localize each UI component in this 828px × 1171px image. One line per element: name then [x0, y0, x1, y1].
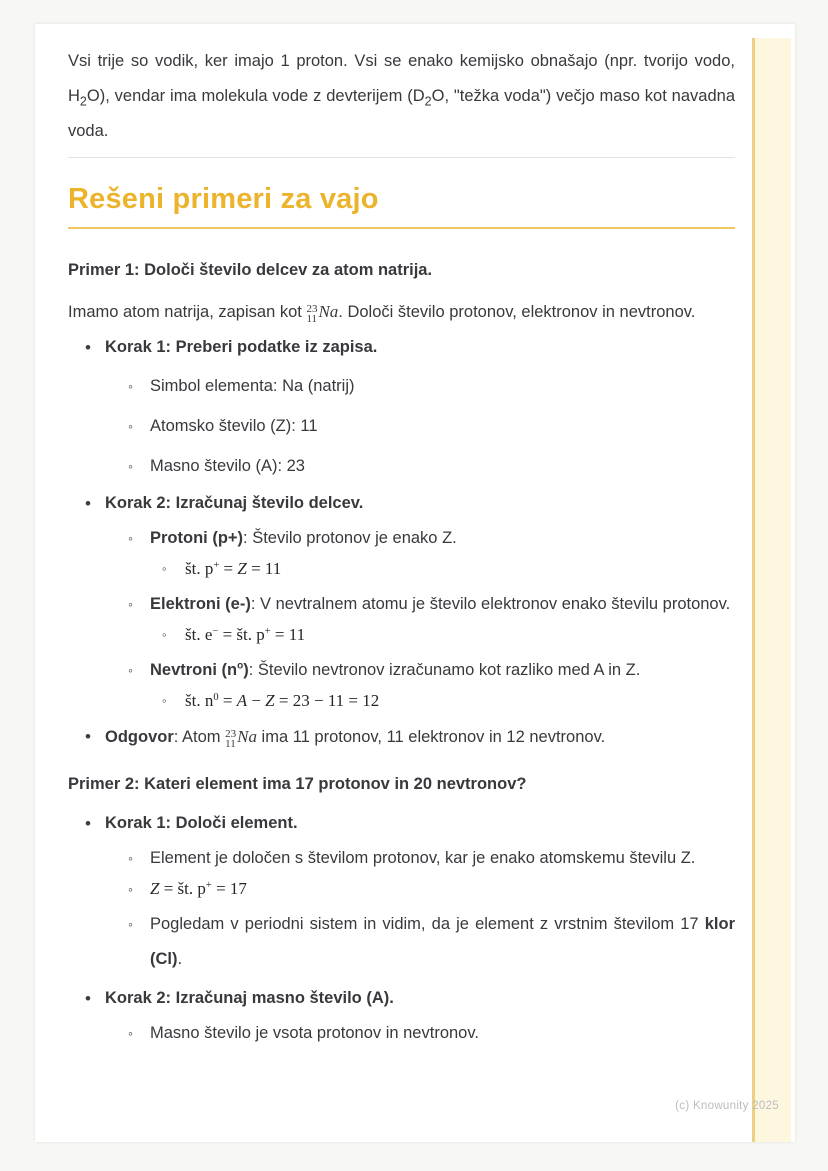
list-item [68, 907, 735, 977]
elektroni-label: Elektroni (e-) [150, 595, 251, 613]
copyright-watermark: (c) Knowunity 2025 [675, 1100, 779, 1112]
protoni-label: Protoni (p+) [150, 529, 244, 547]
math-variable: Z [265, 691, 275, 710]
mass-number: 23 [306, 303, 318, 315]
math-variable: Z [237, 559, 247, 578]
intro-text: Vsi trije so vodik, ker imajo 1 proton. Vsi se enako kemijsko obnašajo (npr. tvorijo vodo, H [68, 52, 735, 105]
math-text: = 11 [246, 559, 282, 578]
math-line-nevtroni [68, 688, 735, 717]
math-text: št. p [185, 559, 214, 578]
simbol-elementa-item: Simbol elementa: Na (natrij) [150, 377, 355, 395]
nevtroni-label: Nevtroni (n [150, 661, 238, 679]
math-line-z [68, 876, 735, 905]
primer1-heading: Primer 1: Določi število delcev za atom natrija. [68, 261, 433, 279]
circle-bullet-icon: ◦ [128, 458, 133, 474]
circle-bullet-icon: ◦ [128, 378, 133, 394]
math-variable: A [236, 691, 248, 710]
circle-bullet-icon: ◦ [128, 881, 133, 897]
nuclide-numbers [306, 304, 317, 324]
page-accent-strip [752, 38, 791, 1142]
circle-bullet-icon: ◦ [128, 850, 133, 866]
list-item [68, 1016, 735, 1051]
nevtroni-label: ) [243, 661, 249, 679]
math-text: = št. p [218, 625, 265, 644]
math-text: št. n [185, 691, 214, 710]
nuclide-numbers [225, 729, 236, 749]
circle-bullet-icon: ◦ [128, 1025, 133, 1041]
bullet-icon: • [85, 494, 91, 513]
list-item-korak1-p2 [68, 806, 735, 841]
list-item-elektroni [68, 587, 735, 622]
circle-bullet-icon: ◦ [128, 530, 133, 546]
section-divider [68, 157, 735, 158]
math-text: = [218, 691, 237, 710]
circle-bullet-icon: ◦ [128, 916, 133, 932]
bullet-icon: • [85, 814, 91, 833]
superscript: + [264, 626, 271, 637]
superscript: 0 [213, 692, 219, 703]
bullet-icon: • [85, 727, 91, 746]
circle-bullet-icon: ◦ [162, 627, 167, 642]
math-line-elektroni [68, 622, 735, 651]
pogledam-text: . [177, 950, 183, 968]
superscript: − [212, 626, 219, 637]
circle-bullet-icon: ◦ [128, 418, 133, 434]
korak2-p2-label: Korak 2: Izračunaj masno število (A). [105, 989, 394, 1007]
odgovor-text: ima 11 protonov, 11 elektronov in 12 nevtronov. [256, 728, 606, 746]
odgovor-text: : Atom [173, 728, 226, 746]
primer1-intro-text: . Določi število protonov, elektronov in nevtronov. [338, 303, 696, 321]
protoni-text: : Število protonov je enako Z. [243, 529, 457, 547]
atomic-number: 11 [225, 738, 236, 750]
korak1-label: Korak 1: Preberi podatke iz zapisa. [105, 338, 378, 356]
klor-label: klor (Cl) [150, 915, 735, 968]
korak1-p2-label: Korak 1: Določi element. [105, 814, 298, 832]
list-item [68, 409, 735, 444]
d2o-subscript: 2 [424, 94, 432, 109]
math-variable: Z [150, 879, 160, 898]
bullet-icon: • [85, 338, 91, 357]
masno-stevilo-item: Masno število (A): 23 [150, 457, 305, 475]
section-title-underline [68, 227, 735, 229]
primer2-heading: Primer 2: Kateri element ima 17 protonov in 20 nevtronov? [68, 775, 527, 793]
circle-bullet-icon: ◦ [162, 693, 167, 708]
bullet-icon: • [85, 989, 91, 1008]
list-item [68, 369, 735, 404]
mass-number: 23 [225, 728, 237, 740]
korak2-label: Korak 2: Izračunaj število delcev. [105, 494, 364, 512]
list-item-korak2 [68, 486, 735, 521]
pogledam-text: Pogledam v periodni sistem in vidim, da je element z vrstnim številom 17 [150, 915, 705, 933]
h2o-subscript: 2 [79, 94, 87, 109]
math-line-protoni [68, 556, 735, 585]
element-dolocen-text: Element je določen s številom protonov, kar je enako atomskemu številu Z. [150, 849, 696, 867]
document-content [68, 44, 735, 1051]
list-item-protoni [68, 521, 735, 556]
list-item [68, 841, 735, 876]
superscript: + [213, 560, 220, 571]
intro-text: O, "težka voda") večjo maso kot navadna voda. [68, 87, 735, 140]
nevtroni-superscript: o [237, 660, 244, 672]
math-text: št. e [185, 625, 213, 644]
atomic-number: 11 [306, 313, 318, 325]
list-item [68, 449, 735, 484]
circle-bullet-icon: ◦ [128, 662, 133, 678]
math-text: = 17 [211, 879, 247, 898]
list-item-korak1 [68, 330, 735, 365]
element-symbol: Na [318, 302, 339, 321]
document-page [35, 24, 795, 1142]
math-text: = [219, 559, 238, 578]
section-title: Rešeni primeri za vajo [68, 183, 379, 215]
atomsko-stevilo-item: Atomsko število (Z): 11 [150, 417, 318, 435]
primer1-intro-text: Imamo atom natrija, zapisan kot [68, 303, 307, 321]
list-item-korak2-p2 [68, 981, 735, 1016]
elektroni-text: : V nevtralnem atomu je število elektronov enako številu protonov. [250, 595, 731, 613]
list-item-odgovor [68, 719, 735, 755]
circle-bullet-icon: ◦ [162, 561, 167, 576]
nevtroni-text: : Število nevtronov izračunamo kot razliko med A in Z. [248, 661, 641, 679]
superscript: + [205, 880, 212, 891]
primer1-intro [68, 294, 735, 330]
element-symbol: Na [237, 727, 257, 746]
masno-vsota-text: Masno število je vsota protonov in nevtronov. [150, 1024, 479, 1042]
list-item-nevtroni [68, 653, 735, 688]
circle-bullet-icon: ◦ [128, 596, 133, 612]
math-text: − [247, 691, 266, 710]
math-text: = 11 [270, 625, 306, 644]
intro-paragraph [68, 44, 735, 149]
odgovor-label: Odgovor [105, 728, 174, 746]
math-text: = 23 − 11 = 12 [274, 691, 380, 710]
math-text: = št. p [159, 879, 206, 898]
intro-text: O), vendar ima molekula vode z devterijem (D [86, 87, 425, 105]
